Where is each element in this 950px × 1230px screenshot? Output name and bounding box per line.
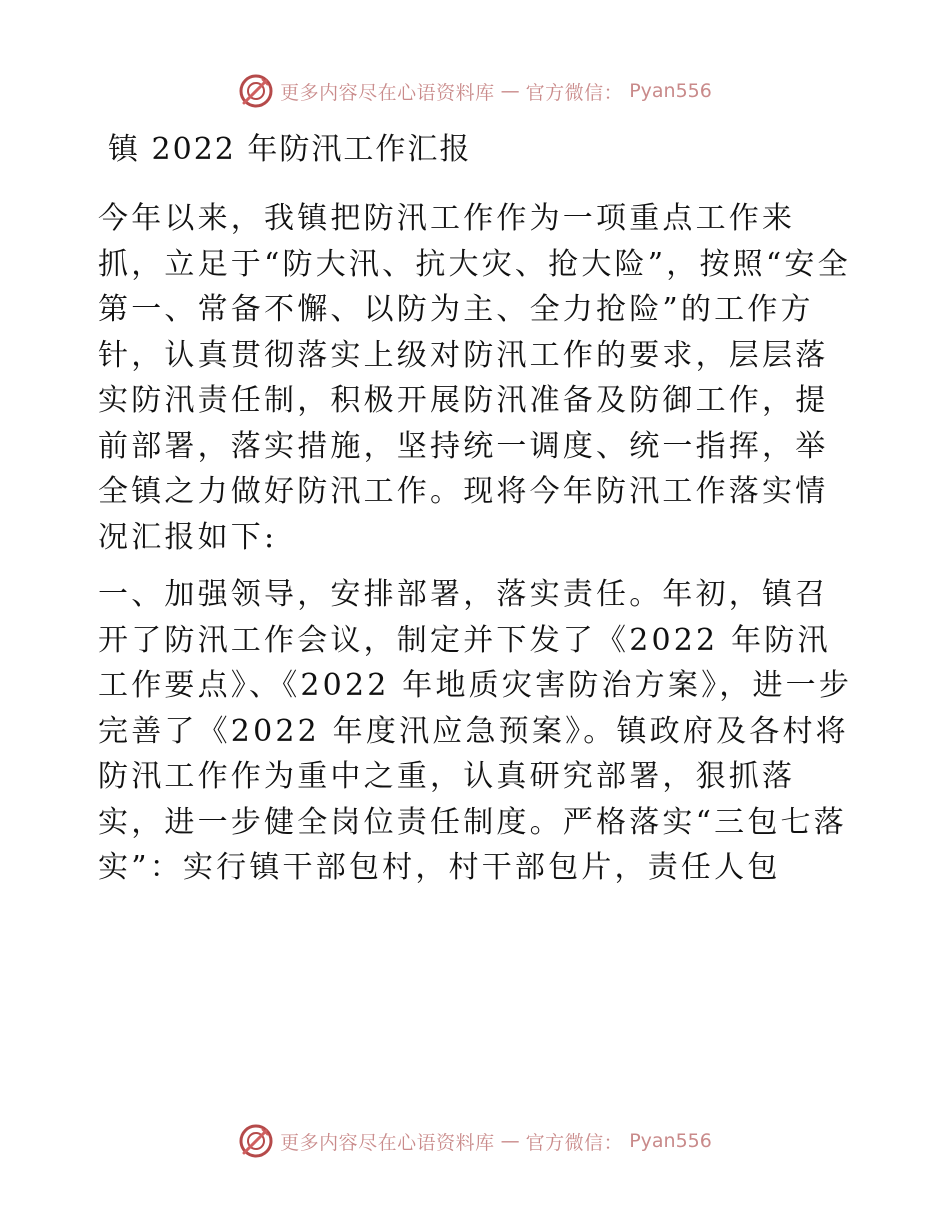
watermark-header — [0, 71, 950, 111]
paragraph-section-1: 一、加强领导，安排部署，落实责任。年初，镇召开了防汛工作会议，制定并下发了《2022 年防汛工作要点》、《2022 年地质灾害防治方案》，进一步完善了《2022 年度汛应急预案》。镇政府及各村将防汛工作作为重中之重，认真研究部署，狠抓落实，进一步健全岗位责任制度。严格落实“三包七落实”：实行镇干部包村，村干部包片，责任人包 — [98, 577, 853, 885]
watermark-wechat-id: Pyan556 — [629, 1130, 712, 1152]
brand-logo-icon — [238, 73, 274, 109]
brand-logo-icon — [238, 1123, 274, 1159]
watermark-official-label: 官方微信： — [525, 81, 624, 104]
watermark-separator: — — [500, 1130, 520, 1152]
document-body — [98, 196, 858, 903]
watermark-wechat-id: Pyan556 — [629, 80, 712, 102]
watermark-footer — [0, 1121, 950, 1161]
watermark-brand-text: 更多内容尽在心语资料库 — [280, 81, 495, 104]
watermark-separator: — — [500, 80, 520, 102]
watermark-brand-text: 更多内容尽在心语资料库 — [280, 1131, 495, 1154]
watermark-official-label: 官方微信： — [525, 1131, 624, 1154]
paragraph-intro: 今年以来，我镇把防汛工作作为一项重点工作来抓，立足于“防大汛、抗大灾、抢大险”，按照“安全第一、常备不懈、以防为主、全力抢险”的工作方针，认真贯彻落实上级对防汛工作的要求，层层落实防汛责任制，积极开展防汛准备及防御工作，提前部署，落实措施，坚持统一调度、统一指挥，举全镇之力做好防汛工作。现将今年防汛工作落实情况汇报如下: — [98, 201, 851, 555]
document-title: 镇 2022 年防汛工作汇报 — [108, 132, 472, 167]
